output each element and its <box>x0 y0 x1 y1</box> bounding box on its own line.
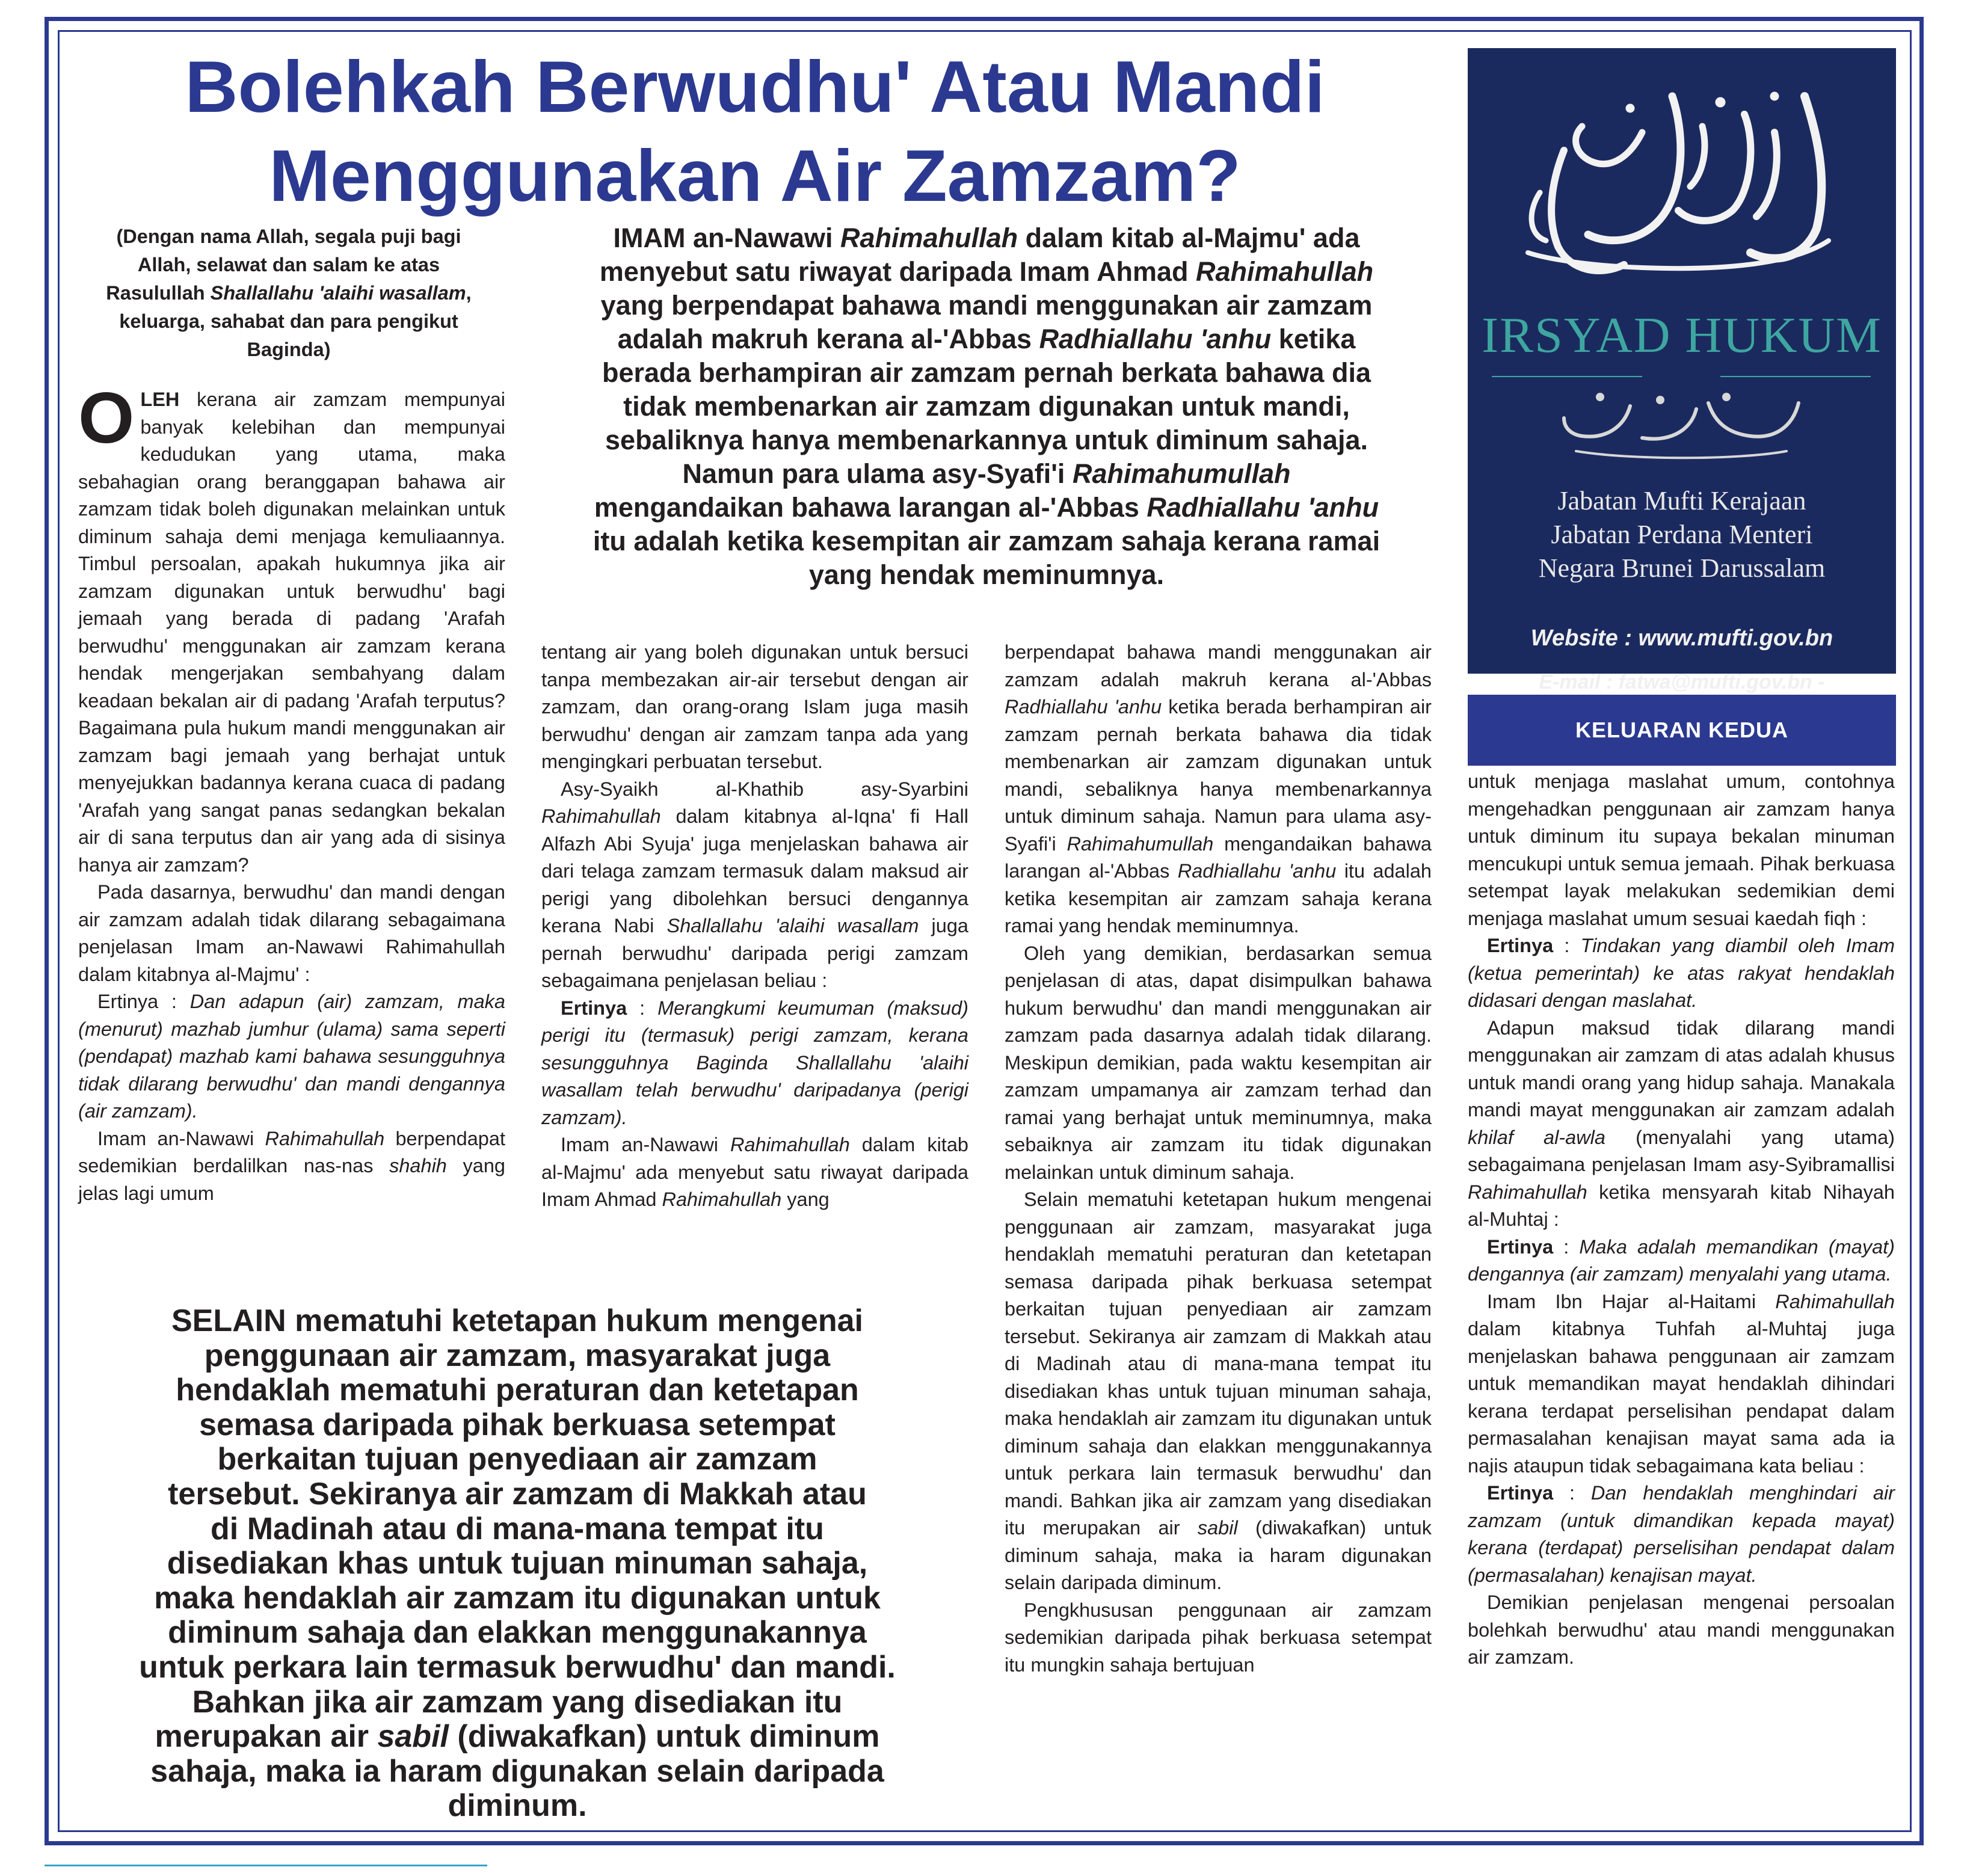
pull-line: itu adalah ketika kesempitan air zamzam sahaja kerana ramai <box>593 526 1380 556</box>
pull-line: SELAIN mematuhi ketetapan hukum mengenai <box>171 1303 864 1338</box>
pull-line: diminum sahaja dan elakkan menggunakannya <box>168 1615 867 1650</box>
pull-line: menyebut satu riwayat daripada Imam Ahmad Rahimahullah <box>599 256 1374 287</box>
pullquote-top <box>541 221 1432 592</box>
paragraph: Ertinya : Dan adapun (air) zamzam, maka (menurut) mazhab jumhur (ulama) sama seperti (pendapat) mazhab kami bahawa sesungguhnya tidak dilarang berwudhu' dan mandi dengannya (air zamzam). <box>78 991 505 1122</box>
irsyad-hukum-banner <box>1468 48 1896 694</box>
paragraph: Asy-Syaikh al-Khathib asy-Syarbini Rahimahullah dalam kitabnya al-Iqna' fi Hall Alfazh Abi Syuja' juga menjelaskan bahawa air dari telaga zamzam termasuk dalam maksud air perigi yang dibolehkan bersuci dengannya kerana Nabi Shallallahu 'alaihi wasallam juga pernah berwudhu' daripada perigi zamzam sebagaimana penjelasan beliau : <box>541 778 969 991</box>
intro-blurb <box>78 223 499 364</box>
paragraph: Ertinya : Tindakan yang diambil oleh Imam (ketua pemerintah) ke atas rakyat hendaklah didasari dengan maslahat. <box>1468 935 1895 1011</box>
intro-line: (Dengan nama Allah, segala puji bagi <box>116 226 461 247</box>
pull-line: yang hendak meminumnya. <box>808 559 1165 590</box>
paragraph: Oleh yang demikian, berdasarkan semua penjelasan di atas, dapat disimpulkan bahawa hukum berwudhu' dan mandi menggunakan air zamzam pada dasarnya adalah tidak dilarang. Meskipun demikian, pada waktu kesempitan air zamzam umpamanya air zamzam terhad dan ramai yang berhajat untuk meminumnya, maka sebaiknya air zamzam itu tidak digunakan melainkan untuk diminum sahaja. <box>1005 942 1432 1183</box>
paragraph: Selain mematuhi ketetapan hukum mengenai penggunaan air zamzam, masyarakat juga hendaklah mematuhi peraturan dan ketetapan semasa daripada pihak berkuasa setempat berkaitan tujuan penyediaan air zamzam tersebut. Sekiranya air zamzam di Makkah atau di Madinah atau di mana-mana tempat itu disediakan khas untuk tujuan minuman sahaja, maka hendaklah air zamzam itu digunakan untuk diminum sahaja dan elakkan menggunakannya untuk perkara lain termasuk berwudhu' dan mandi. Bahkan jika air zamzam yang disediakan itu merupakan air sabil (diwakafkan) untuk diminum sahaja, maka ia haram digunakan selain daripada diminum. <box>1005 1189 1432 1593</box>
department-block <box>1468 484 1896 585</box>
pull-line: sebaliknya hanya membenarkannya untuk diminum sahaja. <box>605 425 1368 455</box>
intro-line: keluarga, sahabat dan para pengikut <box>119 310 458 332</box>
article-title <box>78 42 1432 220</box>
banner-title: IRSYAD HUKUM <box>1482 307 1882 363</box>
intro-line: Baginda) <box>247 339 331 360</box>
paragraph: Ertinya : Maka adalah memandikan (mayat) dengannya (air zamzam) menyalahi yang utama. <box>1468 1235 1895 1285</box>
paragraph: Imam an-Nawawi Rahimahullah dalam kitab al-Majmu' ada menyebut satu riwayat daripada Imam Ahmad Rahimahullah yang <box>541 1134 968 1210</box>
drop-cap: O <box>78 378 135 458</box>
paragraph: Ertinya : Merangkumi keumuman (maksud) perigi itu (termasuk) perigi zamzam, kerana sesungguhnya Baginda Shallallahu 'alaihi wasallam telah berwudhu' daripadanya (perigi zamzam). <box>541 997 968 1128</box>
arabic-subtitle-icon <box>1546 385 1818 475</box>
paragraph: tentang air yang boleh digunakan untuk bersuci tanpa membezakan air-air tersebut dengan air zamzam, dan orang-orang Islam juga masih berwudhu' dengan air zamzam tanpa ada yang mengingkari perbuatan tersebut. <box>541 641 968 772</box>
pull-line: untuk perkara lain termasuk berwudhu' dan mandi. <box>139 1649 896 1685</box>
paragraph: Ertinya : Dan hendaklah menghindari air zamzam (untuk dimandikan kepada mayat) kerana (terdapat) perselisihan pendapat dalam (permasalahan) kenajisan mayat. <box>1468 1482 1895 1586</box>
banner-rule <box>1720 376 1871 377</box>
bottom-rule <box>45 1865 487 1866</box>
column-4 <box>1468 768 1895 1671</box>
banner-rule <box>1492 376 1642 377</box>
intro-line: Rasulullah Shallallahu 'alaihi wasallam, <box>106 282 472 304</box>
paragraph: Imam Ibn Hajar al-Haitami Rahimahullah dalam kitabnya Tuhfah al-Muhtaj juga menjelaskan bahawa penggunaan air zamzam untuk memandikan mayat hendaklah dihindari kerana terdapat perselisihan pendapat dalam permasalahan kenajisan mayat sama ada ia najis ataupun tidak sebagaimana kata beliau : <box>1468 1290 1895 1477</box>
department-line: Jabatan Perdana Menteri <box>1551 520 1813 549</box>
pull-line: sahaja, maka ia haram digunakan selain daripada <box>150 1753 884 1789</box>
title-line: Menggunakan Air Zamzam? <box>269 135 1241 217</box>
pull-line: Bahkan jika air zamzam yang disediakan itu <box>192 1684 843 1720</box>
pull-line: di Madinah atau di mana-mana tempat itu <box>211 1511 824 1546</box>
pull-line: maka hendaklah air zamzam itu digunakan untuk <box>154 1580 881 1616</box>
department-line: Negara Brunei Darussalam <box>1538 553 1826 583</box>
pull-line: berkaitan tujuan penyediaan air zamzam <box>217 1442 817 1477</box>
pull-line: penggunaan air zamzam, masyarakat juga <box>204 1338 831 1373</box>
paragraph: Demikian penjelasan mengenai persoalan bolehkah berwudhu' atau mandi menggunakan air zamzam. <box>1468 1592 1895 1668</box>
column-2 <box>541 639 968 1214</box>
arabic-calligraphy-logo-icon <box>1492 60 1872 295</box>
pull-line: disediakan khas untuk tujuan minuman sahaja, <box>167 1546 868 1581</box>
email-text: E-mail : fatwa@mufti.gov.bn - <box>1539 671 1825 694</box>
paragraph: Pengkhususan penggunaan air zamzam sedemikian daripada pihak berkuasa setempat itu mungkin sahaja bertujuan <box>1005 1599 1432 1676</box>
pull-line: tidak membenarkan air zamzam digunakan untuk mandi, <box>623 391 1350 422</box>
pull-line: hendaklah mematuhi peraturan dan ketetapan <box>176 1373 859 1408</box>
pull-line: tersebut. Sekiranya air zamzam di Makkah atau <box>168 1476 867 1512</box>
department-line: Jabatan Mufti Kerajaan <box>1557 486 1806 515</box>
pull-line: berada berhampiran air zamzam pernah berkata bahawa dia <box>602 357 1371 388</box>
paragraph: Imam an-Nawawi Rahimahullah berpendapat sedemikian berdalilkan nas-nas shahih yang jelas lagi umum <box>78 1127 505 1204</box>
pullquote-bottom <box>78 1304 956 1824</box>
title-line: Bolehkah Berwudhu' Atau Mandi <box>185 46 1325 128</box>
paragraph: untuk menjaga maslahat umum, contohnya mengehadkan penggunaan air zamzam hanya untuk diminum itu supaya bekalan minuman mencukupi untuk semua jemaah. Pihak berkuasa setempat layak melakukan sedemikian demi menjaga maslahat umum sesuai kaedah fiqh : <box>1468 770 1895 929</box>
pull-line: adalah makruh kerana al-'Abbas Radhiallahu 'anhu ketika <box>617 324 1356 354</box>
website-text: Website : www.mufti.gov.bn <box>1530 626 1833 651</box>
pull-line: yang berpendapat bahawa mandi menggunakan air zamzam <box>600 290 1373 321</box>
pull-line: IMAM an-Nawawi Rahimahullah dalam kitab al-Majmu' ada <box>613 223 1360 253</box>
paragraph: Pada dasarnya, berwudhu' dan mandi dengan air zamzam adalah tidak dilarang sebagaimana penjelasan Imam an-Nawawi Rahimahullah dalam kitabnya al-Majmu' : <box>78 881 505 985</box>
column-1 <box>78 378 505 1207</box>
pull-line: semasa daripada pihak berkuasa setempat <box>199 1407 836 1442</box>
intro-line: Allah, selawat dan salam ke atas <box>137 254 440 275</box>
pull-line: merupakan air sabil (diwakafkan) untuk diminum <box>155 1719 880 1755</box>
pull-line: Namun para ulama asy-Syafi'i Rahimahumullah <box>682 458 1291 489</box>
pull-line: diminum. <box>448 1788 587 1824</box>
paragraph: berpendapat bahawa mandi menggunakan air zamzam adalah makruh kerana al-'Abbas Radhiallahu 'anhu ketika berada berhampiran air zamzam pernah berkata bahawa dia tidak membenarkan air zamzam digunakan untuk mandi, sebaliknya hanya membenarkannya untuk diminum sahaja. Namun para ulama asy-Syafi'i Rahimahumullah mengandaikan bahawa larangan al-'Abbas Radhiallahu 'anhu itu adalah ketika kesempitan air zamzam sahaja kerana ramai yang hendak meminumnya. <box>1005 641 1432 936</box>
pull-line: mengandaikan bahawa larangan al-'Abbas Radhiallahu 'anhu <box>594 492 1379 523</box>
column-3 <box>1005 639 1432 1679</box>
edition-label: KELUARAN KEDUA <box>1468 695 1896 766</box>
paragraph: Adapun maksud tidak dilarang mandi menggunakan air zamzam di atas adalah khusus untuk mandi orang yang hidup sahaja. Manakala mandi mayat menggunakan air zamzam adalah khilaf al-awla (menyalahi yang utama) sebagaimana penjelasan Imam asy-Syibramallisi Rahimahullah ketika mensyarah kitab Nihayah al-Muhtaj : <box>1468 1016 1895 1230</box>
paragraph: OLEH kerana air zamzam mempunyai banyak kelebihan dan mempunyai kedudukan yang utama, maka sebahagian orang beranggapan bahawa air zamzam tidak boleh digunakan melainkan untuk diminum sahaja demi menjaga kemuliaannya. Timbul persoalan, apakah hukumnya jika air zamzam digunakan untuk berwudhu' bagi jemaah yang berada di padang 'Arafah berwudhu' menggunakan air zamzam kerana hendak mengerjakan sembahyang dalam keadaan bekalan air di padang 'Arafah terputus? Bagaimana pula hukum mandi menggunakan air zamzam bagi jemaah yang berhajat untuk menyejukkan badannya kerana cuaca di padang 'Arafah yang sangat panas sedangkan bekalan air di sana terputus dan air yang ada di sisinya hanya air zamzam? <box>78 378 505 876</box>
